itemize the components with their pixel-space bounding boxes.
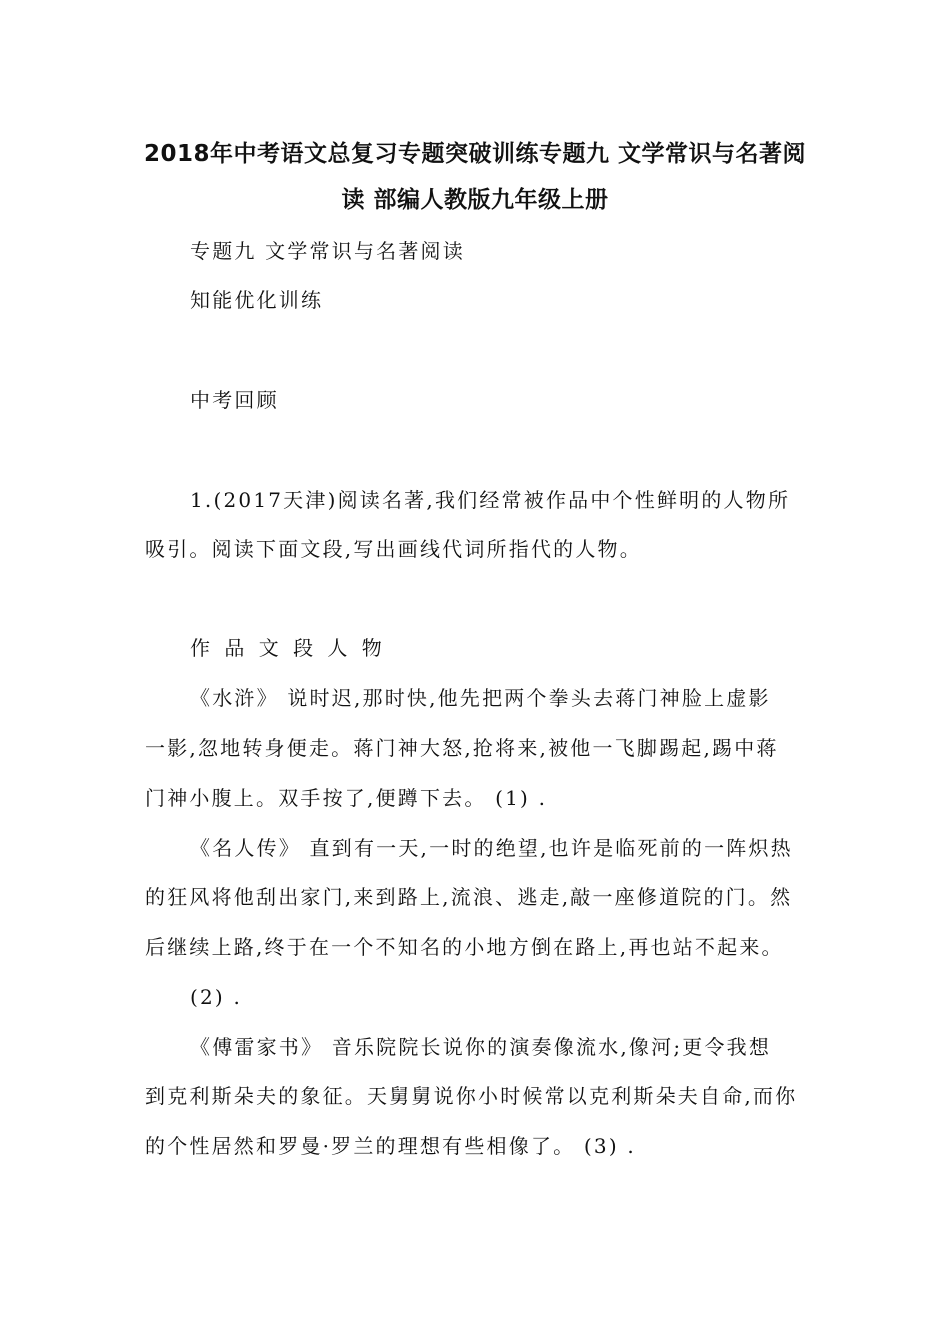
table-header: 作 品 文 段 人 物 (190, 636, 386, 660)
row-3-line-1: 《傅雷家书》 音乐院院长说你的演奏像流水,像河;更令我想 (190, 1035, 772, 1059)
part-heading: 中考回顾 (190, 388, 279, 412)
document-title-line-1: 2018年中考语文总复习专题突破训练专题九 文学常识与名著阅 (143, 141, 807, 167)
row-1-line-2: 一影,忽地转身便走。蒋门神大怒,抢将来,被他一飞脚踢起,踢中蒋 (145, 736, 779, 760)
row-2-line-1: 《名人传》 直到有一天,一时的绝望,也许是临死前的一阵炽热 (190, 836, 793, 860)
row-3-line-3: 的个性居然和罗曼·罗兰的理想有些相像了。 (3) . (145, 1134, 636, 1158)
row-1-line-3: 门神小腹上。双手按了,便蹲下去。 (1) . (145, 786, 548, 810)
question-1-line-1: 1.(2017天津)阅读名著,我们经常被作品中个性鲜明的人物所 (190, 488, 791, 512)
subsection-heading: 知能优化训练 (190, 288, 324, 312)
row-2-line-4: (2) . (190, 985, 243, 1009)
row-3-line-2: 到克利斯朵夫的象征。天舅舅说你小时候常以克利斯朵夫自命,而你 (145, 1084, 798, 1108)
document-title-line-2: 读 部编人教版九年级上册 (341, 187, 609, 213)
row-2-line-2: 的狂风将他刮出家门,来到路上,流浪、逃走,敲一座修道院的门。然 (145, 885, 793, 909)
row-1-line-1: 《水浒》 说时迟,那时快,他先把两个拳头去蒋门神脸上虚影 (190, 686, 771, 710)
question-1-line-2: 吸引。阅读下面文段,写出画线代词所指代的人物。 (145, 537, 642, 561)
section-heading: 专题九 文学常识与名著阅读 (190, 239, 465, 263)
row-2-line-3: 后继续上路,终于在一个不知名的小地方倒在路上,再也站不起来。 (145, 935, 784, 959)
